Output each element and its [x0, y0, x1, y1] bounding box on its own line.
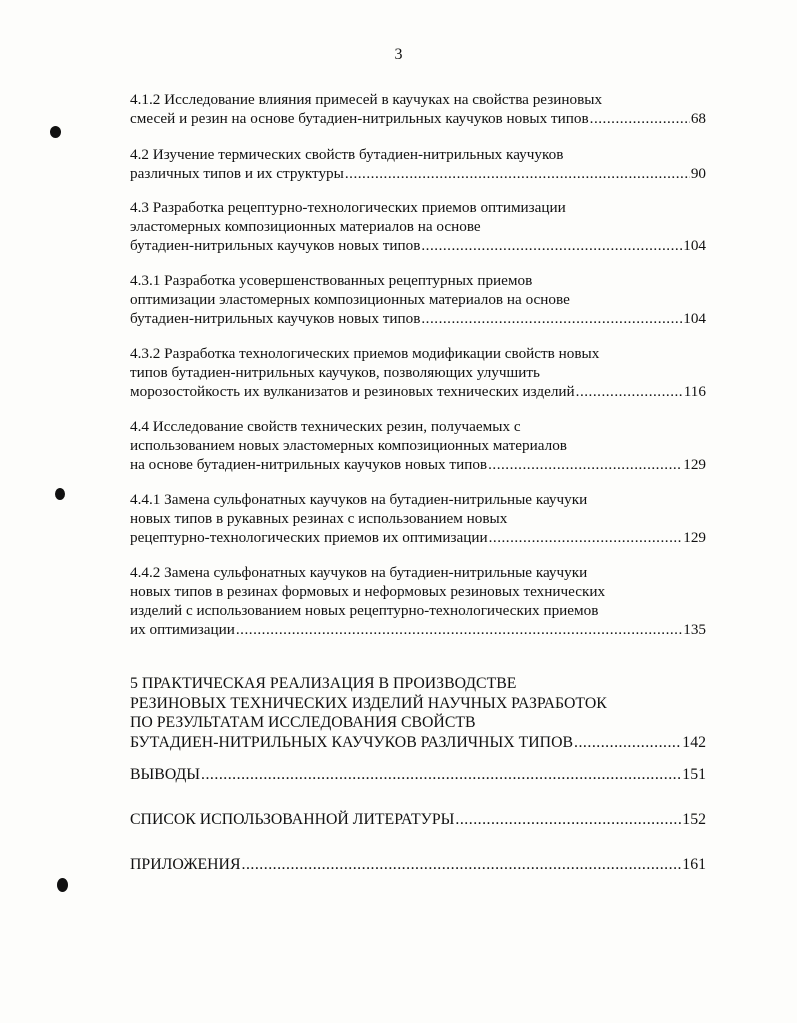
toc-entry-4-4 [130, 417, 706, 474]
toc-entry-chapter-5 [130, 674, 706, 752]
toc-line: 4.3.2 Разработка технологических приемов модификации свойств новых [130, 345, 600, 362]
toc-page: 90 [690, 165, 706, 182]
toc-text: ПРИЛОЖЕНИЯ [130, 856, 241, 873]
toc-page: 116 [683, 383, 706, 400]
toc-line: 4.3.1 Разработка усовершенствованных рецептурных приемов [130, 272, 533, 289]
toc-entry-conclusions [130, 765, 706, 785]
toc-text: ВЫВОДЫ [130, 766, 201, 783]
toc-page: 104 [683, 237, 706, 254]
toc-line: 5 ПРАКТИЧЕСКАЯ РЕАЛИЗАЦИЯ В ПРОИЗВОДСТВЕ [130, 675, 517, 692]
toc-last-line [130, 164, 706, 183]
leader-dots [236, 620, 682, 639]
toc-page: 152 [682, 811, 706, 828]
toc-last-line [130, 855, 706, 875]
toc-line: 4.1.2 Исследование влияния примесей в каучуках на свойства резиновых [130, 91, 603, 108]
toc-page: 104 [683, 310, 706, 327]
toc-text: СПИСОК ИСПОЛЬЗОВАННОЙ ЛИТЕРАТУРЫ [130, 811, 455, 828]
toc-text: БУТАДИЕН-НИТРИЛЬНЫХ КАУЧУКОВ РАЗЛИЧНЫХ ТИПОВ [130, 733, 574, 751]
toc-text: морозостойкость их вулканизатов и резиновых технических изделий [130, 383, 575, 400]
leader-dots [201, 765, 681, 785]
toc-line: эластомерных композиционных материалов на основе [130, 218, 481, 235]
toc-line: 4.2 Изучение термических свойств бутадиен-нитрильных каучуков [130, 146, 564, 163]
toc-page: 161 [682, 856, 706, 873]
toc-entry-appendices [130, 855, 706, 875]
toc-text: бутадиен-нитрильных каучуков новых типов [130, 237, 421, 254]
toc-entry-references [130, 810, 706, 830]
toc-last-line [130, 620, 706, 639]
toc-entry-4-3-1 [130, 271, 706, 328]
leader-dots [590, 109, 690, 128]
leader-dots [421, 309, 682, 328]
leader-dots [576, 382, 683, 401]
leader-dots [345, 164, 690, 183]
toc-text: бутадиен-нитрильных каучуков новых типов [130, 310, 421, 327]
toc-page: 151 [682, 766, 706, 783]
toc-text: на основе бутадиен-нитрильных каучуков новых типов [130, 456, 488, 473]
toc-line: ПО РЕЗУЛЬТАТАМ ИССЛЕДОВАНИЯ СВОЙСТВ [130, 714, 476, 731]
scan-mark [55, 488, 65, 500]
scan-mark [50, 126, 61, 138]
leader-dots [488, 455, 682, 474]
toc-line: 4.3 Разработка рецептурно-технологических приемов оптимизации [130, 199, 566, 216]
toc-last-line [130, 528, 706, 547]
leader-dots [489, 528, 683, 547]
toc-line: изделий с использованием новых рецептурно-технологических приемов [130, 602, 599, 619]
toc-page: 142 [682, 733, 706, 751]
toc-entry-4-4-2 [130, 563, 706, 639]
toc-last-line [130, 236, 706, 255]
toc-last-line [130, 765, 706, 785]
toc-last-line [130, 382, 706, 401]
leader-dots [455, 810, 681, 830]
leader-dots [421, 236, 682, 255]
toc-text: смесей и резин на основе бутадиен-нитрильных каучуков новых типов [130, 110, 589, 127]
toc-entry-4-1-2 [130, 90, 706, 128]
toc-entry-4-4-1 [130, 490, 706, 547]
page-number: 3 [394, 46, 403, 63]
toc-entry-4-3 [130, 198, 706, 255]
leader-dots [574, 733, 681, 753]
toc-entry-4-3-2 [130, 344, 706, 401]
scan-mark [57, 878, 68, 892]
toc-last-line [130, 733, 706, 753]
toc-page: 135 [683, 621, 706, 638]
toc-page: 129 [683, 529, 706, 546]
toc-last-line [130, 810, 706, 830]
toc-line: 4.4 Исследование свойств технических резин, получаемых с [130, 418, 521, 435]
toc-line: РЕЗИНОВЫХ ТЕХНИЧЕСКИХ ИЗДЕЛИЙ НАУЧНЫХ РАЗРАБОТОК [130, 694, 607, 712]
toc-entry-4-2 [130, 145, 706, 183]
toc-text: их оптимизации [130, 621, 235, 638]
toc-line: новых типов в резинах формовых и неформовых резиновых технических [130, 583, 606, 600]
toc-page: 129 [683, 456, 706, 473]
toc-text: различных типов и их структуры [130, 165, 344, 182]
toc-last-line [130, 455, 706, 474]
toc-last-line [130, 309, 706, 328]
toc-text: рецептурно-технологических приемов их оптимизации [130, 529, 488, 546]
toc-line: оптимизации эластомерных композиционных материалов на основе [130, 291, 570, 308]
toc-line: 4.4.2 Замена сульфонатных каучуков на бутадиен-нитрильные каучуки [130, 564, 588, 581]
toc-line: типов бутадиен-нитрильных каучуков, позволяющих улучшить [130, 364, 540, 381]
toc-line: использованием новых эластомерных композиционных материалов [130, 437, 567, 454]
toc-page: 68 [690, 110, 706, 127]
leader-dots [242, 855, 682, 875]
toc-last-line [130, 109, 706, 128]
toc-line: 4.4.1 Замена сульфонатных каучуков на бутадиен-нитрильные каучуки [130, 491, 588, 508]
toc-line: новых типов в рукавных резинах с использованием новых [130, 510, 508, 527]
